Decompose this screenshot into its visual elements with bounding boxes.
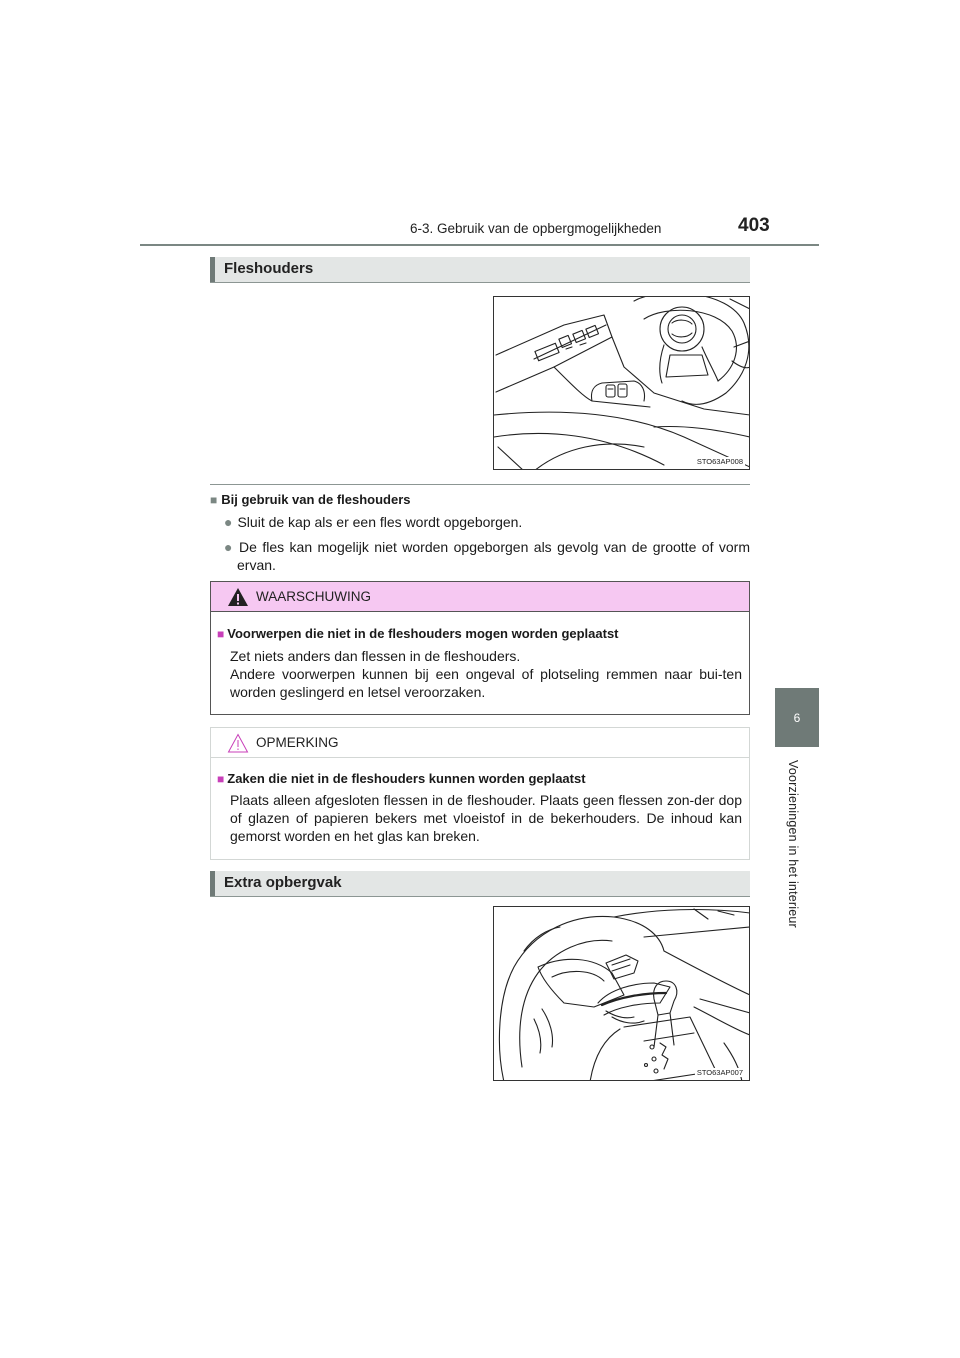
warning-subheading-text: Voorwerpen die niet in de fleshouders mogen worden geplaatst — [227, 626, 619, 641]
figure-code: STO63AP008 — [696, 457, 743, 466]
caution-outline-icon — [227, 733, 249, 753]
heading-text: Fleshouders — [224, 260, 314, 277]
warning-title: WAARSCHUWING — [256, 589, 371, 604]
chapter-tab[interactable]: 6 — [775, 688, 819, 747]
figure-extra-storage — [493, 906, 750, 1081]
warning-header — [211, 582, 749, 612]
heading-accent-bar — [210, 871, 215, 896]
warning-body-line: Andere voorwerpen kunnen bij een ongeval of plotseling remmen naar bui-ten worden geslingerd en letsel veroorzaken. — [230, 666, 742, 700]
square-marker-icon: ■ — [217, 627, 225, 641]
list-item — [224, 513, 750, 531]
heading-accent-bar — [210, 257, 215, 282]
chapter-label: Voorzieningen in het interieur — [786, 760, 800, 928]
square-marker-icon: ■ — [210, 493, 218, 507]
bullet-icon: ● — [224, 514, 233, 530]
warning-subheading — [217, 626, 619, 641]
subsection-divider — [210, 484, 750, 485]
page-number: 403 — [738, 215, 770, 236]
warning-triangle-icon — [227, 587, 249, 607]
heading-text: Extra opbergvak — [224, 874, 342, 891]
note-title: OPMERKING — [256, 735, 339, 750]
warning-box — [210, 581, 750, 715]
note-subheading — [217, 771, 586, 786]
subsection-heading-text: Bij gebruik van de fleshouders — [221, 492, 411, 507]
list-item-text: Sluit de kap als er een fles wordt opgeborgen. — [237, 514, 523, 530]
figure-code: STO63AP007 — [696, 1068, 743, 1077]
section-heading-extra-opbergvak — [210, 871, 750, 897]
note-header — [211, 728, 749, 758]
warning-body — [230, 647, 742, 701]
section-title: 6-3. Gebruik van de opbergmogelijkheden — [410, 221, 662, 236]
subsection-heading — [210, 492, 411, 507]
list-item-text: De fles kan mogelijk niet worden opgeborgen als gevolg van de grootte of vorm ervan. — [237, 539, 750, 573]
section-heading-fleshouders — [210, 257, 750, 283]
square-marker-icon: ■ — [217, 772, 225, 786]
header-divider — [140, 244, 819, 246]
extra-storage-illustration — [494, 907, 750, 1081]
warning-body-line: Zet niets anders dan flessen in de fleshouders. — [230, 648, 521, 664]
note-subheading-text: Zaken die niet in de fleshouders kunnen worden geplaatst — [227, 771, 586, 786]
note-body: Plaats alleen afgesloten flessen in de fleshouder. Plaats geen flessen zon-der dop of glazen of papieren bekers met vloeistof in de bekerhouders. De inhoud kan gemorst worden en het glas kan breken. — [230, 792, 742, 844]
figure-bottle-holder — [493, 296, 750, 470]
bottle-holder-illustration — [494, 297, 750, 470]
list-item — [224, 538, 750, 574]
note-box — [210, 727, 750, 860]
bullet-icon: ● — [224, 539, 234, 555]
